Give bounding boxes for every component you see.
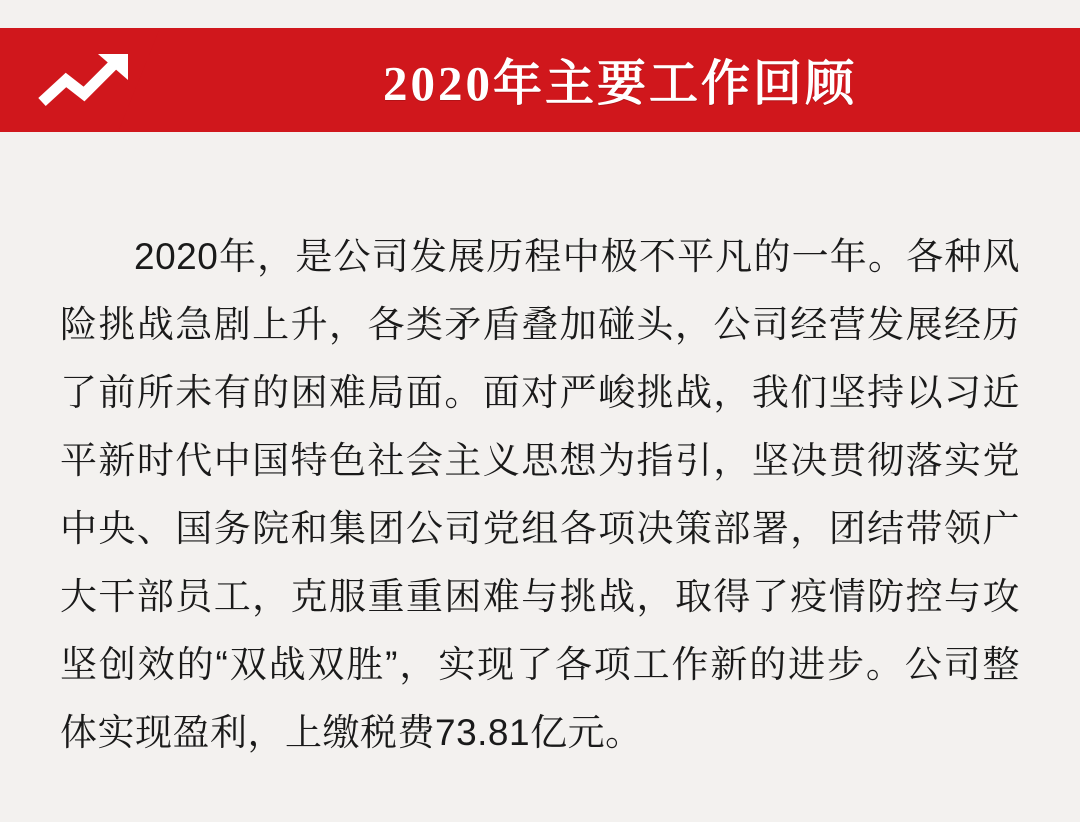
page-title: 2020年主要工作回顾: [382, 56, 857, 111]
body-area: [60, 186, 1020, 804]
growth-arrow-icon: [36, 50, 132, 110]
header-badge: [0, 28, 160, 132]
body-paragraph: 2020年，是公司发展历程中极不平凡的一年。各种风险挑战急剧上升，各类矛盾叠加碰头，公司经营发展经历了前所未有的困难局面。面对严峻挑战，我们坚持以习近平新时代中国特色社会主义思想为指引，坚决贯彻落实党中央、国务院和集团公司党组各项决策部署，团结带领广大干部员工，克服重重困难与挑战，取得了疫情防控与攻坚创效的“双战双胜”，实现了各项工作新的进步。公司整体实现盈利，上缴税费73.81亿元。: [60, 236, 1020, 753]
